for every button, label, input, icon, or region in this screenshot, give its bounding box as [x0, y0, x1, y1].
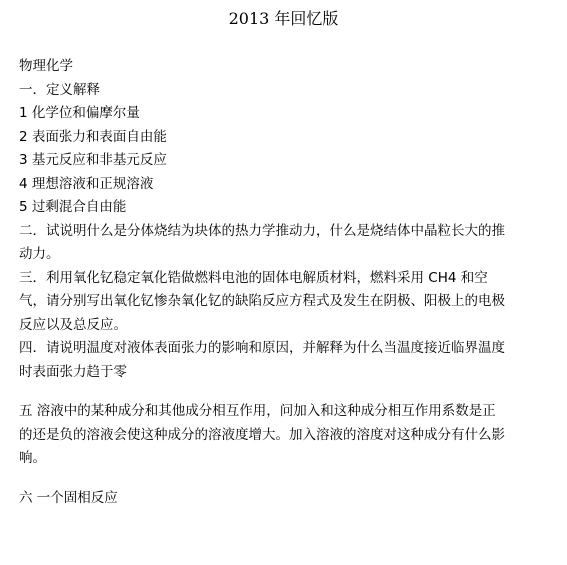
definition-item: 1 化学位和偏摩尔量 [19, 105, 140, 121]
question-5: 五 溶液中的某种成分和其他成分相互作用，问加入和这种成分相互作用系数是正的还是负的溶液会使这种成分的溶液度增大。加入溶液的溶度对这种成分有什么影响。 [19, 403, 505, 466]
document-body [19, 55, 509, 510]
paragraph-gap [19, 471, 509, 487]
subject-heading: 物理化学 [19, 58, 73, 74]
question-2: 二．试说明什么是分体烧结为块体的热力学推动力，什么是烧结体中晶粒长大的推动力。 [19, 222, 505, 262]
question-6: 六 一个固相反应 [19, 489, 118, 506]
paragraph-gap [19, 384, 509, 400]
question-3: 三．利用氧化钇稳定氧化锆做燃料电池的固体电解质材料，燃料采用 CH4 和空气，请分别写出氧化钇惨杂氧化钇的缺陷反应方程式及发生在阴极、阳极上的电极反应以及总反应。 [19, 269, 505, 333]
definition-item: 3 基元反应和非基元反应 [19, 152, 167, 168]
definition-item: 4 理想溶液和正规溶液 [19, 175, 154, 192]
section-heading-definitions: 一．定义解释 [19, 81, 100, 98]
definition-item: 5 过剩混合自由能 [19, 199, 127, 215]
page-title: 2013 年回忆版 [228, 9, 339, 28]
definition-item: 2 表面张力和表面自由能 [19, 128, 167, 145]
question-4: 四．请说明温度对液体表面张力的影响和原因，并解释为什么当温度接近临界温度时表面张力趋于零 [19, 340, 505, 380]
